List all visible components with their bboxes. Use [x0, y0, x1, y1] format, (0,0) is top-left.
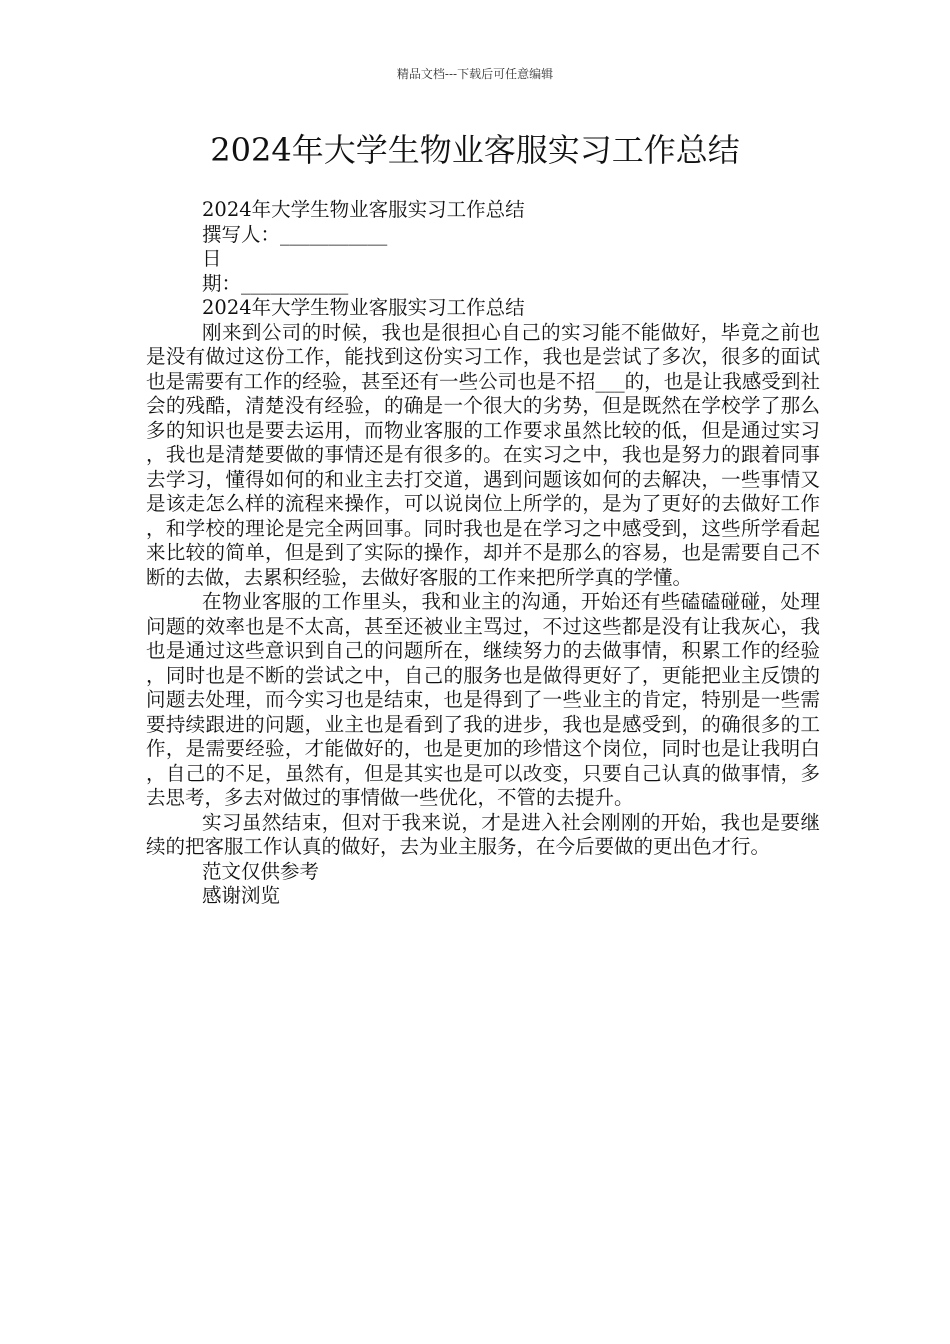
subtitle-line: 2024年大学生物业客服实习工作总结: [202, 198, 525, 221]
repeat-title-line: 2024年大学生物业客服实习工作总结: [202, 296, 525, 319]
date-line-2: 期：___________: [202, 271, 349, 295]
body-paragraph-2: 在物业客服的工作里头，我和业主的沟通，开始还有些磕磕碰碰，处理问题的效率也是不太高，甚至还被业主骂过，不过这些都是没有让我灰心，我也是通过这些意识到自己的问题所在，继续努力的去做事情，积累工作的经验，同时也是不断的尝试之中，自己的服务也是做得更好了，更能把业主反馈的问题去处理，而今实习也是结束，也是得到了一些业主的肯定，特别是一些需要持续跟进的问题，业主也是看到了我的进步，我也是感受到，的确很多的工作，是需要经验，才能做好的，也是更加的珍惜这个岗位，同时也是让我明白，自己的不足，虽然有，但是其实也是可以改变，只要自己认真的做事情，多去思考，多去对做过的事情做一些优化，不管的去提升。: [146, 590, 820, 809]
document-body: [146, 198, 820, 909]
author-line: 撰写人：___________: [202, 222, 388, 246]
body-paragraph-3: 实习虽然结束，但对于我来说，才是进入社会刚刚的开始，我也是要继续的把客服工作认真的做好，去为业主服务，在今后要做的更出色才行。: [146, 810, 820, 858]
header-note: 精品文档---下载后可任意编辑: [396, 67, 554, 81]
date-line-1: 日: [202, 247, 222, 270]
footer-line-2: 感谢浏览: [202, 884, 281, 907]
body-paragraph-1: 刚来到公司的时候，我也是很担心自己的实习能不能做好，毕竟之前也是没有做过这份工作，能找到这份实习工作，我也是尝试了多次，很多的面试也是需要有工作的经验，甚至还有一些公司也是不招___的，也是让我感受到社会的残酷，清楚没有经验，的确是一个很大的劣势，但是既然在学校学了那么多的知识也是要去运用，而物业客服的工作要求虽然比较的低，但是通过实习，我也是清楚要做的事情还是有很多的。在实习之中，我也是努力的跟着同事去学习，懂得如何的和业主去打交道，遇到问题该如何的去解决，一些事情又是该走怎么样的流程来操作，可以说岗位上所学的，是为了更好的去做好工作，和学校的理论是完全两回事。同时我也是在学习之中感受到，这些所学看起来比较的简单，但是到了实际的操作，却并不是那么的容易，也是需要自己不断的去做，去累积经验，去做好客服的工作来把所学真的学懂。: [146, 320, 820, 589]
document-title: 2024年大学生物业客服实习工作总结: [210, 131, 740, 169]
footer-line-1: 范文仅供参考: [202, 859, 320, 883]
